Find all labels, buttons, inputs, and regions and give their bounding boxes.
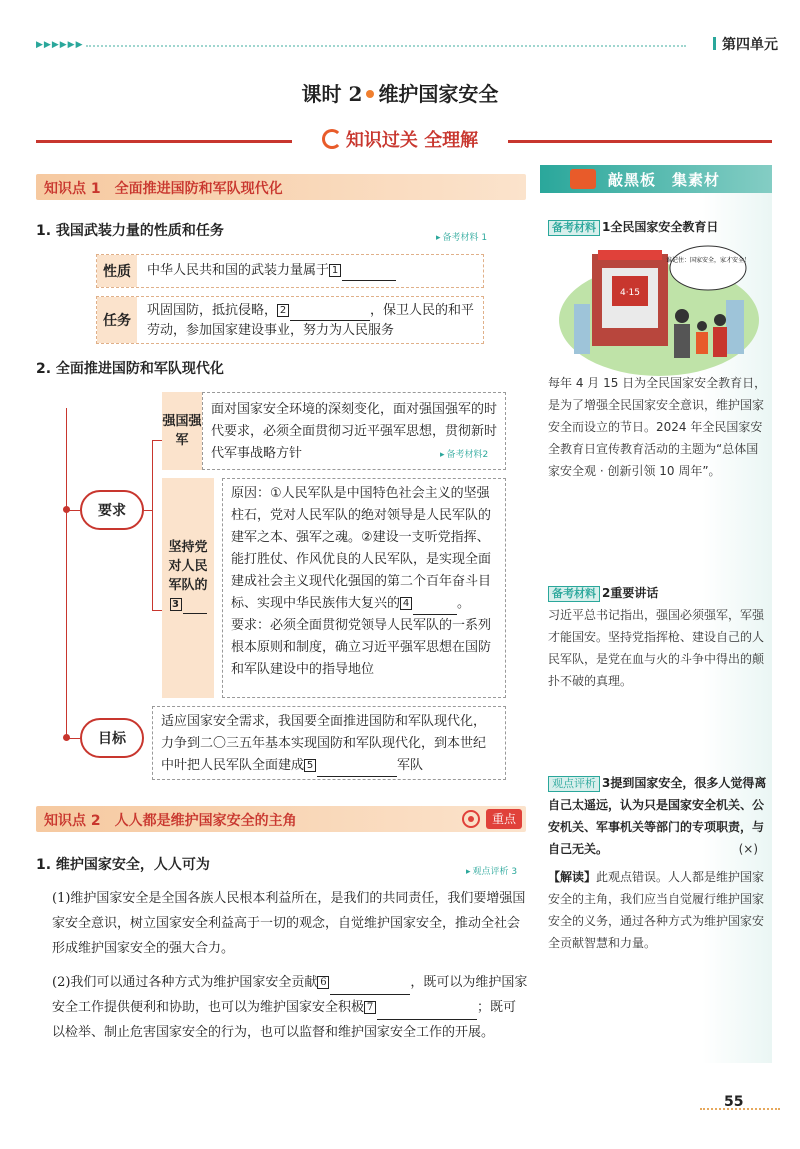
viewpoint-3: 观点评析 3提到国家安全，很多人觉得离自己太遥远，认为只是国家安全机关、公安机关、军事机关等部门的专项职责，与自己无关。 (×) (548, 772, 770, 860)
paragraph-2: (2)我们可以通过各种方式为维护国家安全贡献 6 ，既可以为维护国家安全工作提供便利和协助，也可以为维护国家安全积极 7 ；既可以检举、制止危害国家安全的行为，也可以监督和维护国家安全工作的开展。 (52, 975, 528, 1040)
section-heading-1: 1. 我国武装力量的性质和任务 (36, 223, 224, 239)
label-strong-army: 强国强军 (162, 392, 202, 470)
viewpoint-3-explanation: 【解读】此观点错误。人人都是维护国家安全的主角，我们应当自觉履行维护国家安全的义务，通过各种方式为维护国家安全贡献智慧和力量。 (548, 870, 765, 950)
material-1-text: 每年 4 月 15 日为全民国家安全教育日，是为了增强全民国家安全意识，维护国家安全而设立的节日。2024 年全民国家安全教育日宣传教育活动的主题为“总体国家安全观 · 创新引领 10 周年”。 (548, 376, 767, 478)
section-band-title: 知识过关 全理解 (292, 126, 508, 156)
paragraph-1: (1)维护国家安全是全国各族人民根本利益所在，是我们的共同责任，我们要增强国家安全意识，树立国家安全利益高于一切的观念，自觉维护国家安全，推动全社会形成维护国家安全的强大合力。 (52, 891, 526, 956)
header-decoration: ▶▶▶▶▶▶ (36, 40, 84, 50)
key-point-badge: 重点 (486, 809, 522, 829)
refresh-icon (322, 129, 342, 149)
speech-bubble: 谁记住：国家安全，家才安全！ (665, 257, 751, 264)
blackboard-icon (570, 169, 596, 189)
node-goal: 目标 (80, 718, 144, 758)
box-strong-army: 面对国家安全环境的深刻变化，面对强国强军的时代要求，必须全面贯彻习近平强军思想，贯彻新时代军事战略方针 (202, 392, 506, 470)
blank-6[interactable] (330, 994, 410, 995)
ref-link-1[interactable]: ▸ 备考材料 1 (436, 230, 487, 243)
blank-2[interactable] (290, 320, 370, 321)
sidebar-header: 敲黑板 集素材 (540, 165, 772, 193)
nature-row: 性质 中华人民共和国的武装力量属于 1 (96, 254, 484, 288)
ref-link-2[interactable]: ▸ 备考材料2 (440, 447, 488, 460)
page-number: 55 (724, 1094, 744, 1110)
material-1-title: 备考材料 1全民国家安全教育日 (548, 218, 718, 236)
label-party-leadership: 坚持党对人民军队的 3 (162, 478, 214, 698)
unit-label: 第四单元 (713, 34, 778, 54)
blank-3[interactable] (183, 613, 207, 614)
viewpoint-tag: 观点评析 (548, 776, 600, 792)
material-tag-2: 备考材料 (548, 586, 600, 602)
node-requirement: 要求 (80, 490, 144, 530)
verdict-mark: (×) (738, 842, 758, 856)
material-2-title: 备考材料 2重要讲话 (548, 584, 658, 602)
material-tag-1: 备考材料 (548, 220, 600, 236)
blank-5[interactable] (317, 776, 397, 777)
blank-7[interactable] (377, 1019, 477, 1020)
task-row: 任务 巩固国防，抵抗侵略， 2 ，保卫人民的和平劳动，参加国家建设事业，努力为人民服务 (96, 296, 484, 344)
tree-trunk (66, 408, 67, 738)
header-dotted-line (86, 45, 686, 47)
blank-1[interactable] (342, 280, 396, 281)
blank-4[interactable] (413, 614, 457, 615)
section-heading-3: 1. 维护国家安全，人人可为 (36, 857, 210, 873)
target-icon (462, 810, 480, 828)
illustration-family-security-day (556, 240, 762, 376)
lesson-title: 课时 2 维护国家安全 (301, 82, 499, 106)
box-party-leadership: 原因：①人民军队是中国特色社会主义的坚强柱石，党对人民军队的绝对领导是人民军队的建军之本、强军之魂。②建设一支听党指挥、能打胜仗、作风优良的人民军队，是实现全面建成社会主义现代化强国的第二个百年奋斗目标、实现中华民族伟大复兴的 4 。 要求：必须全面贯彻党领导人民军队的一系列根本原则和制度，确立习近平强军思想在国防和军队建设中的指导地位 (222, 478, 506, 698)
ref-link-3[interactable]: ▸ 观点评析 3 (466, 864, 517, 877)
box-goal: 适应国家安全需求，我国要全面推进国防和军队现代化，力争到二〇三五年基本实现国防和军队现代化，到本世纪中叶把人民军队全面建成 5 军队 (152, 706, 506, 780)
material-2-text: 习近平总书记指出，强国必须强军，军强才能国安。坚持党指挥枪、建设自己的人民军队，是党在血与火的斗争中得出的颠扑不破的真理。 (548, 608, 765, 688)
board-date: 4·15 (619, 288, 641, 298)
knowledge-point-1-bar: 知识点 1 全面推进国防和军队现代化 (36, 174, 526, 200)
section-heading-2: 2. 全面推进国防和军队现代化 (36, 361, 224, 377)
knowledge-point-2-bar: 知识点 2 人人都是维护国家安全的主角 重点 (36, 806, 526, 832)
